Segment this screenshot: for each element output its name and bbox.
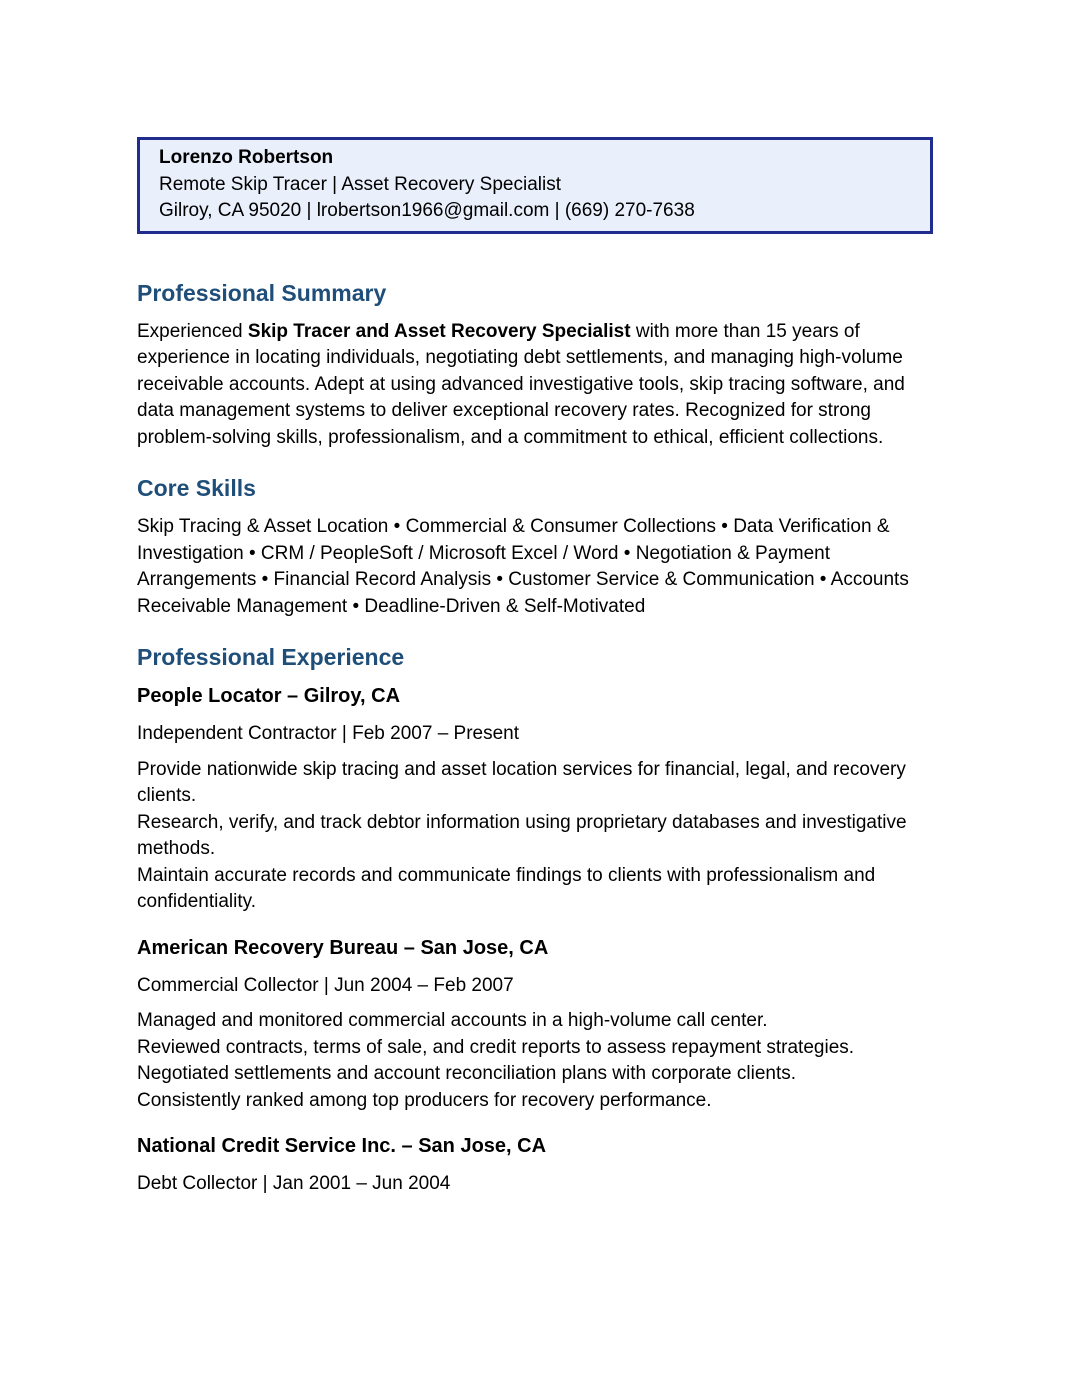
section-heading-professional-summary: Professional Summary	[137, 279, 387, 306]
job-role-line: Commercial Collector | Jun 2004 – Feb 2007	[137, 974, 514, 996]
candidate-name: Lorenzo Robertson	[159, 147, 334, 168]
summary-bold-text: Skip Tracer and Asset Recovery Specialist	[247, 320, 631, 342]
section-heading-core-skills: Core Skills	[137, 475, 256, 501]
job-detail-line: Managed and monitored commercial accounts in a high-volume call center.	[137, 1010, 768, 1031]
job-detail-line: Research, verify, and track debtor information using proprietary databases and investigative methods.	[137, 811, 907, 859]
summary-rest-text: with more than 15 years of experience in locating individuals, negotiating debt settlements, and managing high-volume receivable accounts. Adept at using advanced investigative tools, skip tracing software, and data management systems to deliver exceptional recovery rates. Recognized for strong problem-solving skills, professionalism, and a commitment to ethical, efficient collections.	[137, 320, 905, 448]
job-role-line: Debt Collector | Jan 2001 – Jun 2004	[137, 1173, 451, 1194]
core-skills-paragraph: Skip Tracing & Asset Location • Commercial & Consumer Collections • Data Verification & Investigation • CRM / PeopleSoft / Microsoft Excel / Word • Negotiation & Payment Arrangements • Financial Record Analysis • Customer Service & Communication • Accounts Receivable Management • Deadline-Driven & Self-Motivated	[137, 516, 909, 617]
summary-paragraph	[137, 319, 933, 452]
job-details	[137, 1008, 933, 1114]
summary-lead-text: Experienced	[137, 320, 248, 342]
candidate-title: Remote Skip Tracer | Asset Recovery Specialist	[159, 173, 561, 195]
job-entry	[137, 935, 933, 1115]
section-heading-professional-experience: Professional Experience	[137, 644, 405, 670]
job-details	[137, 757, 933, 916]
job-detail-line: Reviewed contracts, terms of sale, and credit reports to assess repayment strategies.	[137, 1036, 855, 1058]
resume-content	[137, 0, 933, 1198]
job-entry	[137, 1133, 933, 1198]
job-detail-line: Negotiated settlements and account reconciliation plans with corporate clients.	[137, 1063, 797, 1084]
candidate-contact: Gilroy, CA 95020 | lrobertson1966@gmail.com | (669) 270-7638	[159, 200, 695, 221]
job-role-line: Independent Contractor | Feb 2007 – Present	[137, 723, 520, 744]
job-company-line: National Credit Service Inc. – San Jose, CA	[137, 1135, 547, 1157]
job-company-line: American Recovery Bureau – San Jose, CA	[137, 936, 549, 959]
job-company-line: People Locator – Gilroy, CA	[137, 685, 401, 707]
header-box	[137, 137, 933, 234]
job-detail-line: Maintain accurate records and communicate findings to clients with professionalism and confidentiality.	[137, 864, 876, 912]
job-detail-line: Consistently ranked among top producers for recovery performance.	[137, 1089, 712, 1111]
job-detail-line: Provide nationwide skip tracing and asset location services for financial, legal, and recovery clients.	[137, 758, 906, 806]
job-entry	[137, 683, 933, 916]
